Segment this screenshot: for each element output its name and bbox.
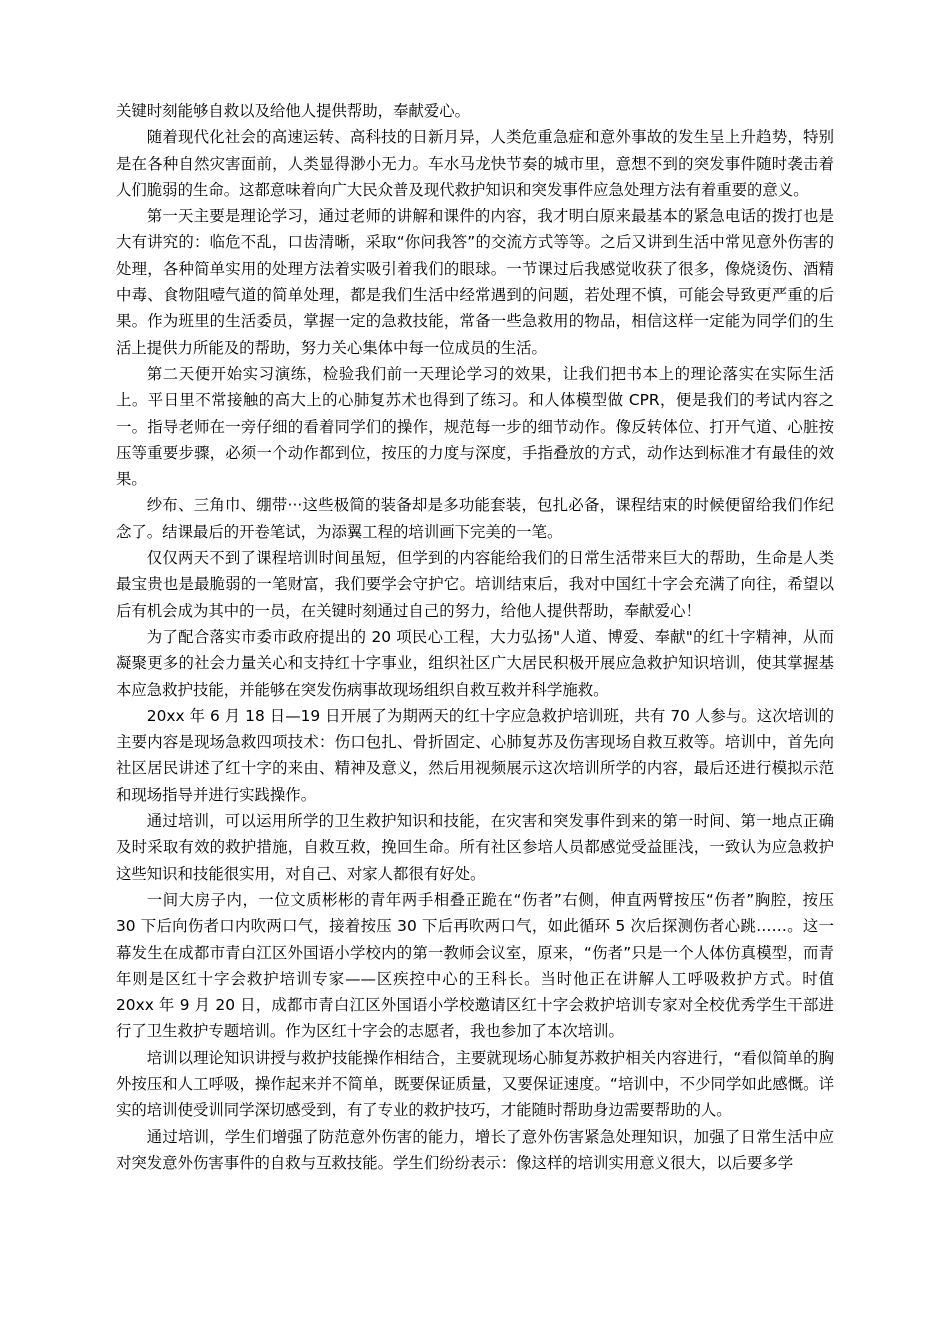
paragraph-3: 第一天主要是理论学习，通过老师的讲解和课件的内容，我才明白原来最基本的紧急电话的拨打也是大有讲究的：临危不乱，口齿清晰，采取“你问我答”的交流方式等等。之后又讲到生活中常见意外伤害的处理，各种简单实用的处理方法着实吸引着我们的眼球。一节课过后我感觉收获了很多，像烧烫伤、酒精中毒、食物阻噎气道的简单处理，都是我们生活中经常遇到的问题，若处理不慎，可能会导致更严重的后果。作为班里的生活委员，掌握一定的急救技能，常备一些急救用的物品，相信这样一定能为同学们的生活上提供力所能及的帮助，努力关心集体中每一位成员的生活。 [116, 207, 834, 357]
document-page [116, 98, 834, 1176]
paragraph-1: 关键时刻能够自救以及给他人提供帮助，奉献爱心。 [116, 102, 470, 120]
paragraph-11: 培训以理论知识讲授与救护技能操作相结合，主要就现场心肺复苏救护相关内容进行，“看似简单的胸外按压和人工呼吸，操作起来并不简单，既要保证质量，又要保证速度。“培训中，不少同学如此感慨。详实的培训使受训同学深切感受到，有了专业的救护技巧，才能随时帮助身边需要帮助的人。 [116, 1048, 834, 1120]
paragraph-4: 第二天便开始实习演练，检验我们前一天理论学习的效果，让我们把书本上的理论落实在实际生活上。平日里不常接触的高大上的心肺复苏术也得到了练习。和人体模型做 CPR，便是我们的考试内容之一。指导老师在一旁仔细的看着同学们的操作，规范每一步的细节动作。像反转体位、打开气道、心脏按压等重要步骤，必须一个动作都到位，按压的力度与深度，手指叠放的方式，动作达到标准才有最佳的效果。 [116, 364, 834, 489]
paragraph-9: 通过培训，可以运用所学的卫生救护知识和技能，在灾害和突发事件到来的第一时间、第一地点正确及时采取有效的救护措施，自救互救，挽回生命。所有社区参培人员都感觉受益匪浅，一致认为应急救护这些知识和技能很实用，对自己、对家人都很有好处。 [116, 812, 834, 883]
paragraph-7: 为了配合落实市委市政府提出的 20 项民心工程，大力弘扬"人道、博爱、奉献"的红十字精神，从而凝聚更多的社会力量关心和支持红十字事业，组织社区广大居民积极开展应急救护知识培训，使其掌握基本应急救护技能，并能够在突发伤病事故现场组织自救互救并科学施救。 [116, 627, 834, 699]
paragraph-8: 20xx 年 6 月 18 日—19 日开展了为期两天的红十字应急救护培训班，共有 70 人参与。这次培训的主要内容是现场急救四项技术：伤口包扎、骨折固定、心肺复苏及伤害现场自救互救等。培训中，首先向社区居民讲述了红十字的来由、精神及意义，然后用视频展示这次培训所学的内容，最后还进行模拟示范和现场指导并进行实践操作。 [116, 706, 834, 804]
paragraph-12: 通过培训，学生们增强了防范意外伤害的能力，增长了意外伤害紧急处理知识，加强了日常生活中应对突发意外伤害事件的自救与互救技能。学生们纷纷表示：像这样的培训实用意义很大，以后要多学 [116, 1127, 834, 1172]
paragraph-10: 一间大房子内，一位文质彬彬的青年两手相叠正跪在“伤者”右侧，伸直两臂按压“伤者”胸腔，按压 30 下后向伤者口内吹两口气，接着按压 30 下后再吹两口气，如此循环 5 次后探测伤者心跳……。这一幕发生在成都市青白江区外国语小学校内的第一教师会议室，原来，“伤者”只是一个人体仿真模型，而青年则是区红十字会救护培训专家——区疾控中心的王科长。当时他正在讲解人工呼吸救护方式。时值 20xx 年 9 月 20 日，成都市青白江区外国语小学校邀请区红十字会救护培训专家对全校优秀学生干部进行了卫生救护专题培训。作为区红十字会的志愿者，我也参加了本次培训。 [116, 890, 834, 1041]
paragraph-6: 仅仅两天不到了课程培训时间虽短，但学到的内容能给我们的日常生活带来巨大的帮助，生命是人类最宝贵也是最脆弱的一笔财富，我们要学会守护它。培训结束后，我对中国红十字会充满了向往，希望以后有机会成为其中的一员，在关键时刻通过自己的努力，给他人提供帮助，奉献爱心！ [116, 549, 834, 620]
paragraph-2: 随着现代化社会的高速运转、高科技的日新月异，人类危重急症和意外事故的发生呈上升趋势，特别是在各种自然灾害面前，人类显得渺小无力。车水马龙快节奏的城市里，意想不到的突发事件随时袭击着人们脆弱的生命。这都意味着向广大民众普及现代救护知识和突发事件应急处理方法有着重要的意义。 [116, 128, 834, 199]
paragraph-5: 纱布、三角巾、绷带···这些极简的装备却是多功能套装，包扎必备，课程结束的时候便留给我们作纪念了。结课最后的开卷笔试，为添翼工程的培训画下完美的一笔。 [116, 496, 834, 541]
